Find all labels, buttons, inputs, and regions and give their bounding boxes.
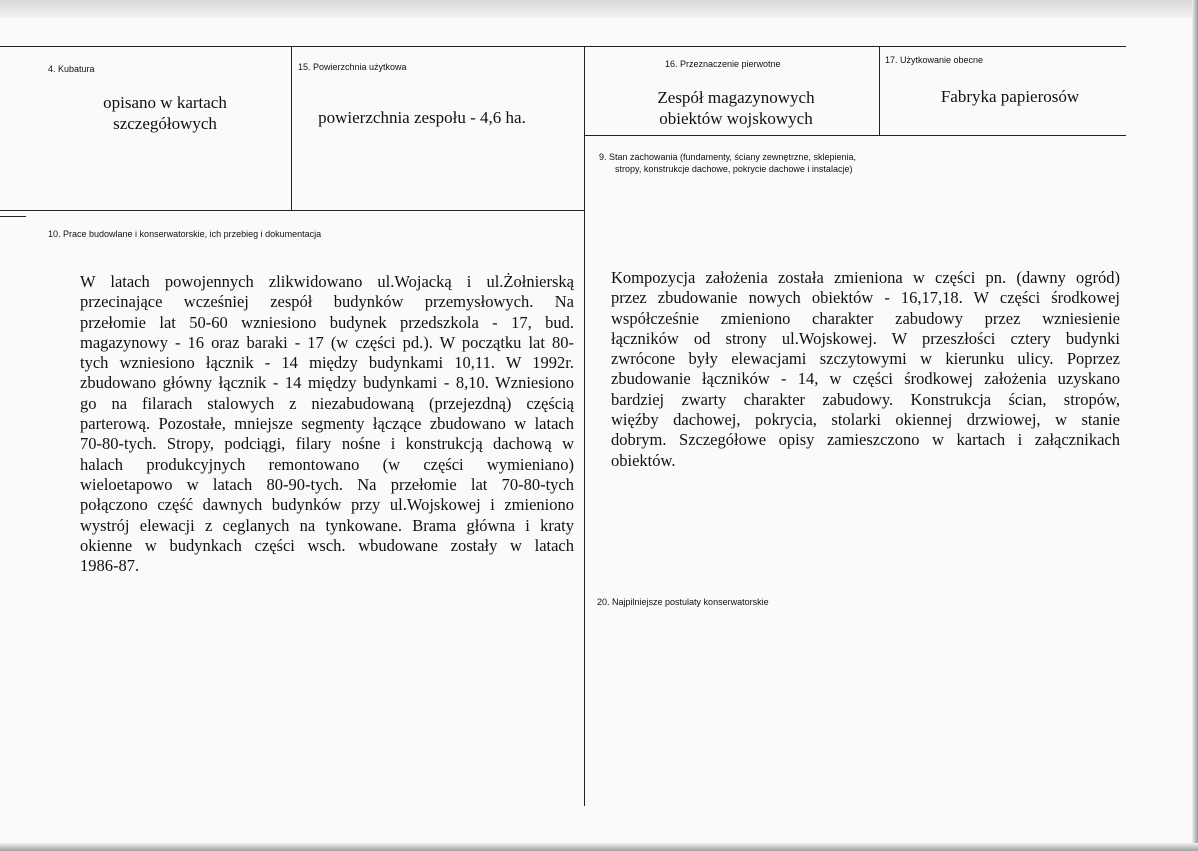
prace-line: parterową. Pozostałe, mniejsze segmenty łączące zbudowano w latach xyxy=(80,414,574,434)
prace-line: połączono część dawnych budynków przy ul.Wojskowej i zmieniono xyxy=(80,495,574,515)
prace-line: 1986-87. xyxy=(80,556,140,576)
page-edge-top xyxy=(0,0,1198,18)
przeznaczenie-value-line-2: obiektów wojskowych xyxy=(659,109,813,128)
prace-line: wieloetapowo w latach 80-90-tych. Na przełomie lat 70-80-tych xyxy=(80,474,574,494)
stan-zachowania-label-line-1: 9. Stan zachowania (fundamenty, ściany zewnętrzne, sklepienia, xyxy=(599,152,856,162)
prace-line: wystrój elewacji z ceglanych na tynkowane. Brama główna i kraty xyxy=(80,515,574,535)
page-edge-right xyxy=(1192,0,1198,851)
grid-left-h-line xyxy=(0,210,584,211)
prace-line: halach produkcyjnych remontowano (w części wymieniano) xyxy=(80,454,574,474)
stan-zachowania-label-line-2: stropy, konstrukcje dachowe, pokrycie dachowe i instalacje) xyxy=(615,164,853,174)
stan-zachowania-text xyxy=(611,268,1120,471)
grid-v-center xyxy=(584,46,585,806)
stan-line: dobrym. Szczegółowe opisy zamieszczono w kartach i załącznikach xyxy=(611,430,1120,450)
prace-line: W latach powojennych zlikwidowano ul.Wojacką i ul.Żołnierską xyxy=(80,272,574,291)
stan-line: łączników od strony ul.Wojskowej. W przeszłości cztery budynki xyxy=(611,328,1120,348)
stan-line: współcześnie zmieniono charakter zabudowy przez wzniesienie xyxy=(611,308,1120,328)
grid-left-tick xyxy=(0,216,26,217)
grid-v-kubatura-right xyxy=(291,46,292,210)
powierzchnia-label: 15. Powierzchnia użytkowa xyxy=(298,62,407,72)
grid-top-line xyxy=(0,46,1126,47)
prace-line: przecinające wcześniej zespół budynków przemysłowych. Na xyxy=(80,292,574,312)
prace-line: go na filarach stalowych z niezabudowaną (przejezdną) częścią xyxy=(80,393,574,413)
grid-right-h-line xyxy=(584,135,1126,136)
kubatura-value-line-1: opisano w kartach xyxy=(103,93,227,112)
przeznaczenie-value xyxy=(596,87,876,129)
przeznaczenie-label: 16. Przeznaczenie pierwotne xyxy=(665,59,781,69)
prace-budowlane-text xyxy=(80,272,574,576)
postulaty-label: 20. Najpilniejsze postulaty konserwatorskie xyxy=(597,597,769,607)
prace-line: przełomie lat 50-60 wzniesiono budynek przedszkola - 17, bud. xyxy=(80,312,574,332)
prace-line: zbudowano główny łącznik - 14 między budynkami - 8,10. Wzniesiono xyxy=(80,373,574,393)
uzytkowanie-label: 17. Użytkowanie obecne xyxy=(885,55,984,65)
stan-line: więźby dachowej, pokrycia, stolarki okiennej drzwiowej, w stanie xyxy=(611,410,1120,430)
page-edge-bottom xyxy=(0,843,1198,851)
stan-zachowania-label xyxy=(599,151,856,175)
uzytkowanie-value: Fabryka papierosów xyxy=(940,87,1080,106)
prace-line: okienne w budynkach części wsch. wbudowane zostały w latach xyxy=(80,535,574,555)
przeznaczenie-value-line-1: Zespół magazynowych xyxy=(657,88,815,107)
stan-line: zwrócone były elewacjami szczytowymi w kierunku ulicy. Poprzez xyxy=(611,349,1120,369)
stan-line: bardziej zwarty charakter zabudowy. Konstrukcja ścian, stropów, xyxy=(611,389,1120,409)
stan-line: obiektów. xyxy=(611,450,676,470)
kubatura-label: 4. Kubatura xyxy=(48,64,95,74)
prace-line: tych wzniesiono łącznik - 14 między budynkami 10,11. W 1992r. xyxy=(80,353,574,373)
powierzchnia-value: powierzchnia zespołu - 4,6 ha. xyxy=(318,108,526,127)
prace-line: magazynowy - 16 oraz baraki - 17 (w części pd.). W początku lat 80- xyxy=(80,332,574,352)
prace-budowlane-label: 10. Prace budowlane i konserwatorskie, ich przebieg i dokumentacja xyxy=(48,229,322,239)
prace-line: 70-80-tych. Stropy, podciągi, filary nośne i konstrukcją dachową w xyxy=(80,434,574,454)
stan-line: Kompozycja założenia została zmieniona w części pn. (dawny ogród) xyxy=(611,268,1120,287)
kubatura-value xyxy=(40,92,290,134)
kubatura-value-line-2: szczegółowych xyxy=(113,114,217,133)
stan-line: zbudowanie łączników - 14, w części środkowej założenia uzyskano xyxy=(611,369,1120,389)
stan-line: przez zbudowanie nowych obiektów - 16,17,18. W części środkowej xyxy=(611,288,1120,308)
